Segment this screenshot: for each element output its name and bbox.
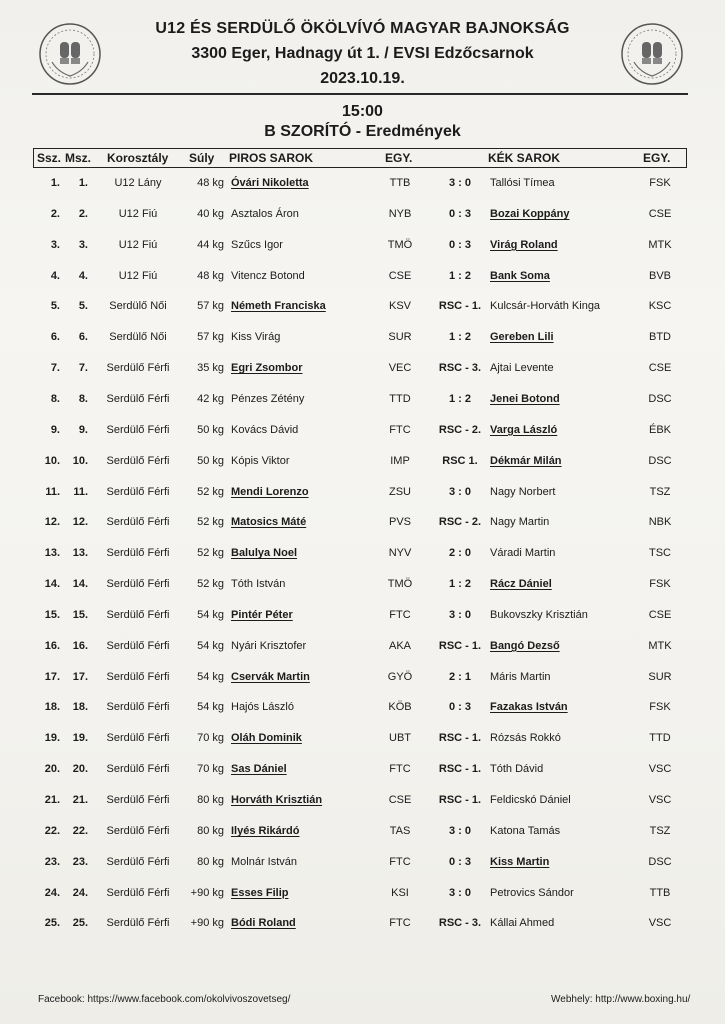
- red-corner-club: KÖB: [388, 701, 412, 714]
- bout-result: RSC - 3.: [438, 917, 482, 930]
- weight-class: 80 kg: [197, 855, 224, 868]
- red-corner-boxer: Pénzes Zétény: [231, 392, 305, 405]
- red-corner-club: CSE: [388, 794, 412, 806]
- table-row: [0, 856, 725, 876]
- age-category: Serdülő Férfi: [106, 485, 170, 498]
- red-corner-club: FTC: [389, 917, 411, 930]
- bout-number: 13.: [44, 547, 60, 560]
- red-corner-club: GYÖ: [387, 670, 413, 683]
- weight-class: 70 kg: [197, 763, 224, 776]
- match-number: 8.: [78, 392, 88, 405]
- age-category: Serdülő Férfi: [106, 547, 170, 560]
- weight-class: 54 kg: [197, 639, 224, 652]
- table-header: [33, 148, 687, 168]
- weight-class: 52 kg: [197, 485, 224, 498]
- table-row: [0, 239, 725, 259]
- blue-corner-club: TSZ: [649, 485, 671, 498]
- blue-corner-club: CSE: [648, 608, 672, 621]
- age-category: Serdülő Férfi: [106, 670, 170, 683]
- match-number: 19.: [72, 732, 88, 745]
- table-row: [0, 887, 725, 907]
- blue-corner-boxer: Petrovics Sándor: [490, 886, 574, 899]
- blue-corner-club: FSK: [649, 701, 671, 714]
- bout-result: RSC - 3.: [438, 362, 482, 375]
- blue-corner-boxer: Nagy Martin: [490, 516, 550, 529]
- blue-corner-boxer: Katona Tamás: [490, 824, 561, 837]
- red-corner-boxer: Ilyés Rikárdó: [231, 824, 300, 837]
- red-corner-boxer: Kópis Viktor: [231, 454, 290, 467]
- bout-result: 0 : 3: [448, 701, 471, 714]
- bout-result: 1 : 2: [448, 331, 471, 344]
- blue-corner-club: FSK: [649, 578, 671, 591]
- blue-corner-club: CSE: [648, 207, 672, 220]
- blue-corner-boxer: Virág Roland: [490, 238, 558, 251]
- blue-corner-boxer: Gereben Lili: [490, 331, 554, 344]
- red-corner-boxer: Pintér Péter: [231, 608, 293, 621]
- red-corner-boxer: Asztalos Áron: [231, 207, 299, 220]
- red-corner-boxer: Bódi Roland: [231, 917, 296, 930]
- col-suly: Súly: [189, 151, 215, 165]
- col-egy-red: EGY.: [385, 151, 413, 165]
- weight-class: 44 kg: [197, 238, 224, 251]
- age-category: Serdülő Női: [109, 300, 167, 313]
- red-corner-boxer: Molnár István: [231, 855, 298, 868]
- red-corner-club: TTB: [389, 177, 411, 189]
- age-category: Serdülő Férfi: [106, 855, 170, 868]
- blue-corner-boxer: Máris Martin: [490, 670, 551, 683]
- table-row: [0, 671, 725, 691]
- match-number: 2.: [78, 207, 88, 220]
- bout-result: 3 : 0: [448, 177, 471, 189]
- weight-class: 42 kg: [197, 392, 224, 405]
- bout-number: 10.: [44, 454, 60, 467]
- red-corner-boxer: Szűcs Igor: [231, 238, 283, 251]
- blue-corner-club: ÉBK: [648, 423, 671, 436]
- table-row: [0, 486, 725, 506]
- bout-result: 1 : 2: [448, 578, 471, 591]
- match-number: 1.: [78, 177, 88, 189]
- blue-corner-club: NBK: [648, 516, 672, 529]
- blue-corner-club: TTB: [649, 886, 671, 899]
- age-category: Serdülő Férfi: [106, 578, 170, 591]
- weight-class: 80 kg: [197, 794, 224, 806]
- bout-number: 12.: [44, 516, 60, 529]
- weight-class: 52 kg: [197, 547, 224, 560]
- red-corner-club: FTC: [389, 608, 411, 621]
- match-number: 14.: [72, 578, 88, 591]
- bout-number: 19.: [44, 732, 60, 745]
- col-msz: Msz.: [65, 151, 92, 165]
- weight-class: 50 kg: [197, 423, 224, 436]
- header-divider: [32, 93, 688, 95]
- weight-class: 48 kg: [197, 177, 224, 189]
- red-corner-club: PVS: [388, 516, 411, 529]
- blue-corner-club: TSZ: [649, 824, 671, 837]
- bout-number: 1.: [50, 177, 60, 189]
- red-corner-boxer: Sas Dániel: [231, 763, 287, 776]
- match-number: 13.: [72, 547, 88, 560]
- bout-result: RSC - 1.: [438, 300, 482, 313]
- blue-corner-club: VSC: [648, 794, 672, 806]
- session-time: 15:00: [342, 103, 383, 120]
- blue-corner-club: DSC: [648, 392, 672, 405]
- age-category: Serdülő Férfi: [106, 732, 170, 745]
- age-category: Serdülő Férfi: [106, 362, 170, 375]
- red-corner-club: NYV: [388, 547, 412, 560]
- red-corner-club: SUR: [388, 331, 412, 344]
- age-category: U12 Fiú: [118, 207, 158, 220]
- red-corner-boxer: Oláh Dominik: [231, 732, 302, 745]
- weight-class: +90 kg: [190, 886, 224, 899]
- match-number: 15.: [72, 608, 88, 621]
- bout-number: 16.: [44, 639, 60, 652]
- red-corner-club: TMÖ: [387, 238, 413, 251]
- match-number: 10.: [72, 454, 88, 467]
- table-row: [0, 208, 725, 228]
- blue-corner-boxer: Jenei Botond: [490, 392, 560, 405]
- age-category: Serdülő Férfi: [106, 608, 170, 621]
- match-number: 9.: [78, 423, 88, 436]
- red-corner-boxer: Egri Zsombor: [231, 362, 303, 375]
- match-number: 22.: [72, 824, 88, 837]
- age-category: U12 Fiú: [118, 238, 158, 251]
- table-row: [0, 640, 725, 660]
- bout-result: 3 : 0: [448, 485, 471, 498]
- table-row: [0, 547, 725, 567]
- bout-result: RSC - 1.: [438, 794, 482, 806]
- red-corner-boxer: Tóth István: [231, 578, 286, 591]
- bout-number: 22.: [44, 824, 60, 837]
- match-number: 6.: [78, 331, 88, 344]
- blue-corner-boxer: Ajtai Levente: [490, 362, 554, 375]
- blue-corner-club: MTK: [648, 639, 672, 652]
- bout-result: RSC - 2.: [438, 516, 482, 529]
- blue-corner-boxer: Bangó Dezső: [490, 639, 560, 652]
- col-kek-sarok: KÉK SAROK: [488, 151, 561, 165]
- weight-class: 52 kg: [197, 578, 224, 591]
- red-corner-boxer: Hajós László: [231, 701, 294, 714]
- bout-number: 21.: [44, 794, 60, 806]
- blue-corner-boxer: Bozai Koppány: [490, 207, 570, 220]
- blue-corner-club: DSC: [648, 454, 672, 467]
- match-number: 12.: [72, 516, 88, 529]
- table-row: [0, 393, 725, 413]
- bout-result: 1 : 2: [448, 392, 471, 405]
- blue-corner-club: VSC: [648, 763, 672, 776]
- blue-corner-club: BVB: [648, 269, 671, 282]
- match-number: 17.: [72, 670, 88, 683]
- col-ssz: Ssz.: [37, 151, 62, 165]
- match-number: 24.: [72, 886, 88, 899]
- table-row: [0, 732, 725, 752]
- blue-corner-club: FSK: [649, 177, 671, 189]
- blue-corner-club: KSC: [648, 300, 672, 313]
- bout-result: 2 : 1: [448, 670, 471, 683]
- match-number: 21.: [72, 794, 88, 806]
- age-category: Serdülő Női: [109, 331, 167, 344]
- age-category: Serdülő Férfi: [106, 886, 170, 899]
- blue-corner-boxer: Tallósi Tímea: [490, 177, 555, 189]
- red-corner-club: TAS: [389, 824, 411, 837]
- red-corner-boxer: Óvári Nikoletta: [231, 177, 309, 189]
- bout-number: 8.: [50, 392, 60, 405]
- weight-class: 70 kg: [197, 732, 224, 745]
- championship-title: U12 ÉS SERDÜLŐ ÖKÖLVÍVÓ MAGYAR BAJNOKSÁG: [155, 20, 570, 37]
- table-row: [0, 270, 725, 290]
- blue-corner-boxer: Dékmár Milán: [490, 454, 562, 467]
- red-corner-boxer: Kovács Dávid: [231, 423, 299, 436]
- table-row: [0, 331, 725, 351]
- table-row: [0, 424, 725, 444]
- col-korosztaly: Korosztály: [107, 151, 169, 165]
- match-number: 20.: [72, 763, 88, 776]
- website-link[interactable]: Webhely: http://www.boxing.hu/: [551, 994, 691, 1005]
- blue-corner-club: TSC: [649, 547, 671, 560]
- age-category: Serdülő Férfi: [106, 392, 170, 405]
- match-number: 23.: [72, 855, 88, 868]
- age-category: Serdülő Férfi: [106, 454, 170, 467]
- bout-number: 5.: [50, 300, 60, 313]
- blue-corner-boxer: Bank Soma: [490, 269, 550, 282]
- col-egy-blue: EGY.: [643, 151, 671, 165]
- bout-result: 0 : 3: [448, 855, 471, 868]
- table-row: [0, 578, 725, 598]
- weight-class: 54 kg: [197, 608, 224, 621]
- red-corner-club: NYB: [388, 207, 412, 220]
- weight-class: 40 kg: [197, 207, 224, 220]
- age-category: Serdülő Férfi: [106, 917, 170, 930]
- table-row: [0, 763, 725, 783]
- red-corner-club: CSE: [388, 269, 412, 282]
- event-date: 2023.10.19.: [320, 70, 405, 87]
- blue-corner-boxer: Feldicskó Dániel: [490, 794, 571, 806]
- red-corner-boxer: Cservák Martin: [231, 670, 310, 683]
- age-category: Serdülő Férfi: [106, 763, 170, 776]
- blue-corner-boxer: Nagy Norbert: [490, 485, 556, 498]
- blue-corner-club: VSC: [648, 917, 672, 930]
- weight-class: 52 kg: [197, 516, 224, 529]
- red-corner-club: FTC: [389, 855, 411, 868]
- bout-number: 9.: [50, 423, 60, 436]
- bout-result: RSC - 1.: [438, 732, 482, 745]
- blue-corner-club: SUR: [648, 670, 672, 683]
- red-corner-club: KSV: [388, 300, 411, 313]
- red-corner-boxer: Esses Filip: [231, 886, 289, 899]
- red-corner-club: TTD: [389, 392, 411, 405]
- red-corner-boxer: Mendi Lorenzo: [231, 485, 309, 498]
- match-number: 16.: [72, 639, 88, 652]
- bout-result: 1 : 2: [448, 269, 471, 282]
- bout-result: RSC - 1.: [438, 763, 482, 776]
- red-corner-club: TMÖ: [387, 578, 413, 591]
- red-corner-boxer: Vitencz Botond: [231, 269, 305, 282]
- match-number: 7.: [78, 362, 88, 375]
- bout-result: 0 : 3: [448, 207, 471, 220]
- red-corner-club: VEC: [388, 362, 412, 375]
- table-row: [0, 609, 725, 629]
- red-corner-club: FTC: [389, 763, 411, 776]
- table-row: [0, 701, 725, 721]
- bout-result: 3 : 0: [448, 608, 471, 621]
- table-row: [0, 300, 725, 320]
- weight-class: 80 kg: [197, 824, 224, 837]
- match-number: 3.: [78, 238, 88, 251]
- bout-number: 14.: [44, 578, 60, 591]
- weight-class: +90 kg: [190, 917, 224, 930]
- blue-corner-boxer: Tóth Dávid: [490, 763, 544, 776]
- blue-corner-club: BTD: [649, 331, 671, 344]
- bout-number: 17.: [44, 670, 60, 683]
- facebook-link[interactable]: Facebook: https://www.facebook.com/okolvivoszovetseg/: [38, 994, 291, 1005]
- blue-corner-club: TTD: [649, 732, 671, 745]
- red-corner-club: FTC: [389, 423, 411, 436]
- blue-corner-boxer: Fazakas István: [490, 701, 568, 714]
- red-corner-boxer: Németh Franciska: [231, 300, 326, 313]
- table-row: [0, 362, 725, 382]
- red-corner-club: IMP: [390, 454, 410, 467]
- bout-number: 15.: [44, 608, 60, 621]
- table-row: [0, 455, 725, 475]
- age-category: U12 Fiú: [118, 269, 158, 282]
- blue-corner-boxer: Kiss Martin: [490, 855, 550, 868]
- red-corner-boxer: Horváth Krisztián: [231, 794, 323, 806]
- bout-number: 25.: [44, 917, 60, 930]
- weight-class: 54 kg: [197, 670, 224, 683]
- age-category: Serdülő Férfi: [106, 639, 170, 652]
- blue-corner-boxer: Kállai Ahmed: [490, 917, 555, 930]
- blue-corner-boxer: Rácz Dániel: [490, 578, 552, 591]
- blue-corner-boxer: Bukovszky Krisztián: [490, 608, 588, 621]
- red-corner-boxer: Balulya Noel: [231, 547, 298, 560]
- venue-address: 3300 Eger, Hadnagy út 1. / EVSI Edzőcsarnok: [191, 45, 534, 62]
- match-number: 5.: [78, 300, 88, 313]
- match-number: 11.: [73, 485, 88, 498]
- bout-result: 2 : 0: [448, 547, 471, 560]
- red-corner-club: ZSU: [389, 485, 411, 498]
- bout-number: 24.: [44, 886, 60, 899]
- table-row: [0, 177, 725, 197]
- weight-class: 35 kg: [197, 362, 224, 375]
- bout-number: 7.: [50, 362, 60, 375]
- weight-class: 57 kg: [197, 300, 224, 313]
- blue-corner-boxer: Rózsás Rokkó: [490, 732, 561, 745]
- results-subtitle: B SZORÍTÓ - Eredmények: [264, 123, 461, 140]
- age-category: Serdülő Férfi: [106, 516, 170, 529]
- weight-class: 54 kg: [197, 701, 224, 714]
- match-number: 25.: [72, 917, 88, 930]
- col-piros-sarok: PIROS SAROK: [229, 151, 314, 165]
- table-row: [0, 794, 725, 814]
- table-row: [0, 516, 725, 536]
- bout-result: 3 : 0: [448, 824, 471, 837]
- weight-class: 50 kg: [197, 454, 224, 467]
- red-corner-boxer: Nyári Krisztofer: [231, 639, 307, 652]
- red-corner-boxer: Kiss Virág: [231, 331, 281, 344]
- bout-number: 3.: [50, 238, 60, 251]
- blue-corner-boxer: Varga László: [490, 423, 558, 436]
- red-corner-club: KSI: [391, 886, 409, 899]
- age-category: Serdülő Férfi: [106, 701, 170, 714]
- bout-result: RSC - 1.: [438, 639, 482, 652]
- age-category: Serdülő Férfi: [106, 423, 170, 436]
- red-corner-club: UBT: [389, 732, 411, 745]
- red-corner-club: AKA: [388, 639, 411, 652]
- bout-number: 6.: [50, 331, 60, 344]
- bout-number: 20.: [44, 763, 60, 776]
- table-row: [0, 825, 725, 845]
- bout-number: 23.: [44, 855, 60, 868]
- blue-corner-boxer: Váradi Martin: [490, 547, 556, 560]
- bout-result: 3 : 0: [448, 886, 471, 899]
- weight-class: 57 kg: [197, 331, 224, 344]
- age-category: Serdülő Férfi: [106, 794, 170, 806]
- bout-result: RSC 1.: [442, 454, 478, 467]
- red-corner-boxer: Matosics Máté: [231, 516, 307, 529]
- blue-corner-club: MTK: [648, 238, 672, 251]
- bout-number: 11.: [45, 485, 60, 498]
- table-row: [0, 917, 725, 937]
- weight-class: 48 kg: [197, 269, 224, 282]
- bout-result: RSC - 2.: [438, 423, 482, 436]
- bout-number: 4.: [50, 269, 60, 282]
- bout-number: 2.: [50, 207, 60, 220]
- blue-corner-club: DSC: [648, 855, 672, 868]
- age-category: U12 Lány: [114, 177, 162, 189]
- match-number: 18.: [72, 701, 88, 714]
- bout-result: 0 : 3: [448, 238, 471, 251]
- age-category: Serdülő Férfi: [106, 824, 170, 837]
- blue-corner-club: CSE: [648, 362, 672, 375]
- bout-number: 18.: [44, 701, 60, 714]
- match-number: 4.: [78, 269, 88, 282]
- blue-corner-boxer: Kulcsár-Horváth Kinga: [490, 300, 601, 313]
